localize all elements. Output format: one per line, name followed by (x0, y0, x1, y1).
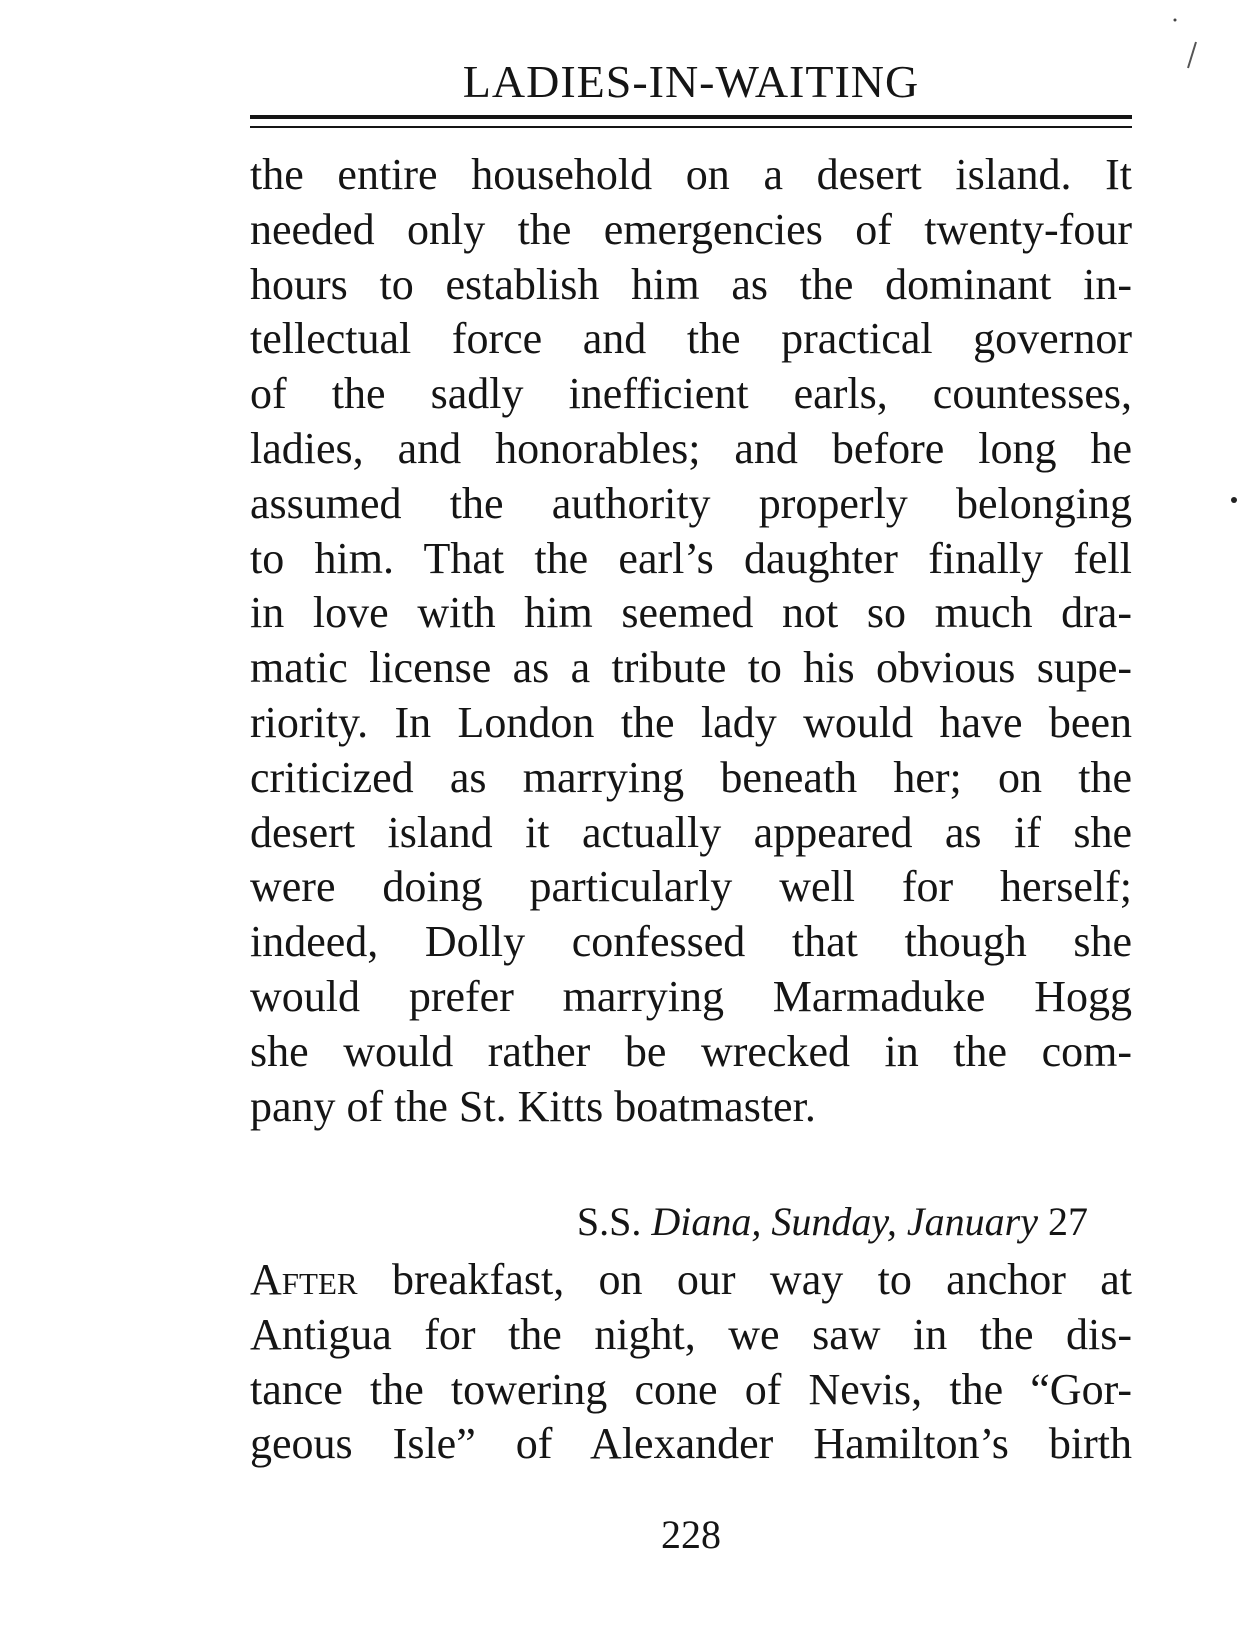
running-title: LADIES-IN-WAITING (462, 56, 920, 107)
text-line: pany of the St. Kitts boatmaster. (250, 1081, 816, 1131)
page-number: 228 (661, 1512, 721, 1557)
text-line: Antigua for the night, we saw in the dis- (250, 1309, 1132, 1359)
text-line: would prefer marrying Marmaduke Hogg (250, 971, 1132, 1021)
text-line: tance the towering cone of Nevis, the “Gor- (250, 1364, 1132, 1414)
text-line: were doing particularly well for herself; (250, 862, 1132, 912)
text-line: in love with him seemed not so much dra- (250, 588, 1132, 638)
text-line: desert island it actually appeared as if she (250, 807, 1132, 857)
text-line: to him. That the earl’s daughter finally fell (250, 533, 1132, 583)
diary-entry (250, 1253, 1132, 1472)
text-line: matic license as a tribute to his obvious supe- (250, 643, 1132, 693)
diary-dateline (250, 1195, 1088, 1249)
text-line: geous Isle” of Alexander Hamilton’s birth (250, 1419, 1132, 1469)
dateline-date: 27 (1048, 1199, 1088, 1244)
header-rule-thin (250, 126, 1132, 128)
text-line: indeed, Dolly confessed that though she (250, 917, 1132, 967)
body-paragraph (250, 148, 1132, 1134)
scan-dot (1231, 497, 1237, 503)
text-line: ladies, and honorables; and before long he (250, 423, 1132, 473)
text-line: tellectual force and the practical governor (250, 314, 1132, 364)
header-rule-thick (250, 115, 1132, 119)
text-line: criticized as marrying beneath her; on the (250, 752, 1132, 802)
entry-first-line (250, 1253, 1132, 1308)
text-line: hours to establish him as the dominant in- (250, 259, 1132, 309)
text-line: assumed the authority properly belonging (250, 478, 1132, 528)
text-line: the entire household on a desert island. It (250, 150, 1132, 199)
entry-first-word: After (250, 1255, 358, 1304)
scan-stroke-mark (1188, 42, 1196, 68)
entry-first-line-rest: breakfast, on our way to anchor at (391, 1255, 1133, 1304)
dateline-day: Sunday, (771, 1199, 897, 1244)
scan-dot (1174, 19, 1177, 22)
text-line: she would rather be wrecked in the com- (250, 1026, 1132, 1076)
text-line: riority. In London the lady would have been (250, 697, 1132, 747)
dateline-month: January (906, 1199, 1038, 1244)
dateline-ship: S.S. Diana, (576, 1199, 762, 1244)
text-line: of the sadly inefficient earls, countesses, (250, 369, 1132, 419)
text-line: needed only the emergencies of twenty-four (250, 204, 1132, 254)
